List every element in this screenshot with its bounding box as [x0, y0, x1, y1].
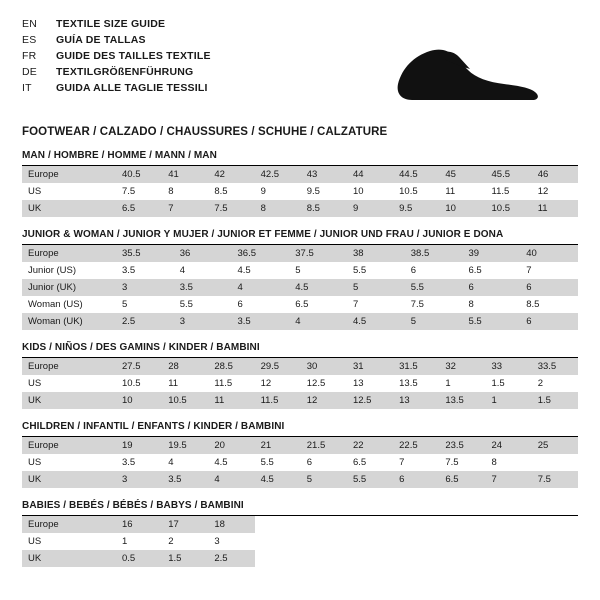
size-cell: 29.5 [255, 358, 301, 375]
size-cell: 3 [174, 313, 232, 330]
size-cell: 12 [260, 378, 272, 389]
size-cell: 3 [214, 536, 220, 547]
size-cell-empty [486, 550, 532, 567]
size-cell: 21 [255, 437, 301, 454]
language-row [22, 32, 211, 48]
size-cell-empty [347, 516, 393, 533]
size-cell: 41 [162, 166, 208, 183]
size-cell: 30 [301, 358, 347, 375]
size-cell: 18 [208, 516, 254, 533]
table-row [22, 313, 578, 330]
footwear-category-title: FOOTWEAR / CALZADO / CHAUSSURES / SCHUHE / CALZATURE [22, 126, 388, 138]
size-cell: 5.5 [260, 457, 274, 468]
size-cell: 6.5 [295, 299, 309, 310]
row-label: Europe [22, 437, 116, 454]
size-block-kids [22, 342, 578, 409]
size-cell: 4.5 [347, 313, 405, 330]
size-cell: 5.5 [463, 313, 521, 330]
size-cell: 0.5 [116, 550, 162, 567]
size-cell: 4.5 [255, 471, 301, 488]
table-row [22, 392, 578, 409]
size-cell-empty [301, 533, 347, 550]
size-cell: 44 [347, 166, 393, 183]
size-cell: 6.5 [439, 471, 485, 488]
size-cell: 10 [352, 186, 364, 197]
size-cell: 7 [162, 200, 208, 217]
row-label: UK [22, 471, 116, 488]
language-title: GUIDE DES TAILLES TEXTILE [56, 50, 211, 62]
size-cell: 11 [532, 200, 578, 217]
size-cell: 6 [410, 265, 417, 276]
language-code: IT [22, 82, 32, 94]
size-cell: 28.5 [208, 358, 254, 375]
size-cell: 10.5 [486, 200, 532, 217]
size-cell: 9.5 [393, 200, 439, 217]
size-cell: 8 [168, 186, 174, 197]
size-cell [532, 454, 578, 471]
table-row [22, 200, 578, 217]
size-cell: 1.5 [491, 378, 505, 389]
language-code: ES [22, 34, 37, 46]
size-block-man [22, 150, 578, 217]
size-cell: 8 [491, 457, 497, 468]
size-cell: 35.5 [116, 245, 174, 262]
size-cell: 7 [526, 265, 532, 276]
size-cell-empty [255, 533, 301, 550]
size-cell: 3 [116, 471, 162, 488]
table-row [22, 375, 578, 392]
language-code: DE [22, 66, 37, 78]
size-cell: 12.5 [347, 392, 393, 409]
size-cell: 28 [162, 358, 208, 375]
size-cell: 19 [116, 437, 162, 454]
size-cell: 6.5 [352, 457, 367, 468]
row-label: Europe [22, 245, 116, 262]
size-cell: 3.5 [122, 265, 136, 276]
size-cell: 5.5 [405, 279, 463, 296]
size-cell: 1.5 [532, 392, 578, 409]
row-label: Woman (UK) [22, 313, 116, 330]
table-row [22, 279, 578, 296]
table-row [22, 262, 578, 279]
table-row [22, 533, 578, 550]
size-cell: 23.5 [439, 437, 485, 454]
size-cell-empty [486, 533, 532, 550]
size-cell: 5 [122, 299, 128, 310]
table-row [22, 358, 578, 375]
size-cell: 12.5 [306, 378, 326, 389]
size-cell: 17 [162, 516, 208, 533]
size-cell: 46 [532, 166, 578, 183]
table-row [22, 550, 578, 567]
row-label: US [28, 536, 42, 547]
size-cell: 45.5 [486, 166, 532, 183]
size-cell: 11.5 [255, 392, 301, 409]
size-cell: 37.5 [289, 245, 347, 262]
size-cell: 3.5 [162, 471, 208, 488]
size-cell: 10.5 [162, 392, 208, 409]
size-cell: 44.5 [393, 166, 439, 183]
size-cell-empty [301, 516, 347, 533]
size-cell: 6 [237, 299, 243, 310]
size-cell: 7.5 [445, 457, 459, 468]
size-cell: 7.5 [532, 471, 578, 488]
size-cell: 13.5 [399, 378, 418, 389]
size-cell: 11.5 [491, 186, 510, 197]
size-cell: 5.5 [353, 265, 367, 276]
language-row [22, 64, 211, 80]
size-table [22, 516, 578, 567]
size-cell: 11 [208, 392, 254, 409]
size-cell: 8 [468, 299, 474, 310]
size-cell: 1 [122, 536, 128, 547]
size-cell: 11 [168, 378, 179, 389]
size-cell: 10.5 [399, 186, 418, 197]
size-cell: 7 [486, 471, 532, 488]
size-cell: 1.5 [162, 550, 208, 567]
table-row [22, 471, 578, 488]
row-label: Junior (UK) [22, 279, 116, 296]
language-title: GUÍA DE TALLAS [56, 34, 146, 46]
size-cell: 7 [353, 299, 359, 310]
size-cell: 6 [520, 279, 578, 296]
table-row [22, 296, 578, 313]
size-cell: 5.5 [179, 299, 193, 310]
row-label: US [28, 186, 42, 197]
table-row [22, 245, 578, 262]
size-cell: 4.5 [289, 279, 347, 296]
size-cell: 8 [255, 200, 301, 217]
size-cell: 21.5 [301, 437, 347, 454]
size-cell: 45 [439, 166, 485, 183]
size-cell: 6.5 [116, 200, 162, 217]
table-row [22, 437, 578, 454]
size-cell-empty [486, 516, 532, 533]
size-cell: 6 [306, 457, 313, 468]
size-cell-empty [393, 516, 439, 533]
size-cell-empty [393, 550, 439, 567]
size-cell: 6 [520, 313, 578, 330]
size-cell-empty [255, 516, 301, 533]
size-cell: 43 [301, 166, 347, 183]
size-cell: 3 [116, 279, 174, 296]
language-title: GUIDA ALLE TAGLIE TESSILI [56, 82, 208, 94]
size-cell: 11 [445, 186, 456, 197]
language-code: FR [22, 50, 37, 62]
size-cell: 7.5 [208, 200, 254, 217]
size-cell: 27.5 [116, 358, 162, 375]
size-cell: 7.5 [122, 186, 136, 197]
size-cell: 1 [445, 378, 451, 389]
size-cell: 31.5 [393, 358, 439, 375]
size-cell-empty [347, 550, 393, 567]
size-cell-empty [393, 533, 439, 550]
language-row [22, 48, 211, 64]
size-cell: 11.5 [214, 378, 233, 389]
row-label: Woman (US) [28, 299, 83, 310]
size-block-children [22, 421, 578, 488]
size-cell: 2.5 [208, 550, 254, 567]
block-title: JUNIOR & WOMAN / JUNIOR Y MUJER / JUNIOR ET FEMME / JUNIOR UND FRAU / JUNIOR E DONA [22, 229, 578, 245]
size-cell: 19.5 [162, 437, 208, 454]
size-cell: 12 [301, 392, 347, 409]
table-row [22, 183, 578, 200]
size-cell: 8.5 [301, 200, 347, 217]
size-cell-empty [532, 550, 578, 567]
size-cell: 9 [260, 186, 266, 197]
size-cell: 4.5 [214, 457, 228, 468]
size-cell: 10.5 [122, 378, 141, 389]
size-cell: 13 [352, 378, 364, 389]
size-cell: 4 [179, 265, 186, 276]
size-cell: 3.5 [232, 313, 290, 330]
row-label: Europe [22, 358, 116, 375]
size-cell: 40.5 [116, 166, 162, 183]
size-cell: 9 [347, 200, 393, 217]
size-cell: 6 [463, 279, 521, 296]
size-cell: 31 [347, 358, 393, 375]
size-cell: 2 [168, 536, 174, 547]
size-cell-empty [532, 533, 578, 550]
size-cell: 4 [168, 457, 174, 468]
row-label: UK [22, 550, 116, 567]
size-cell: 4.5 [237, 265, 251, 276]
size-cell: 4 [232, 279, 290, 296]
size-cell-empty [439, 533, 485, 550]
size-cell-empty [301, 550, 347, 567]
size-cell: 22 [347, 437, 393, 454]
size-cell: 1 [486, 392, 532, 409]
block-title: MAN / HOMBRE / HOMME / MANN / MAN [22, 150, 578, 166]
size-cell: 12 [537, 186, 549, 197]
size-cell: 32 [439, 358, 485, 375]
size-cell: 4 [208, 471, 254, 488]
size-cell: 6.5 [468, 265, 482, 276]
size-cell: 10 [439, 200, 485, 217]
size-cell: 8.5 [526, 299, 540, 310]
size-cell: 36 [174, 245, 232, 262]
size-table [22, 166, 578, 217]
size-cell: 25 [532, 437, 578, 454]
row-label: Junior (US) [28, 265, 77, 276]
size-cell: 24 [486, 437, 532, 454]
size-cell: 8.5 [214, 186, 228, 197]
size-cell-empty [347, 533, 393, 550]
size-cell: 42.5 [255, 166, 301, 183]
dress-shoe-silhouette-icon [378, 38, 548, 108]
size-cell: 13.5 [439, 392, 485, 409]
size-cell: 2 [537, 378, 543, 389]
size-cell: 3.5 [122, 457, 136, 468]
row-label: UK [22, 392, 116, 409]
size-block-junior-woman [22, 229, 578, 330]
size-cell: 9.5 [306, 186, 320, 197]
size-block-babies [22, 500, 578, 567]
table-row [22, 166, 578, 183]
size-cell: 20 [208, 437, 254, 454]
size-cell: 2.5 [116, 313, 174, 330]
size-cell: 40 [520, 245, 578, 262]
block-title: BABIES / BEBÉS / BÉBÉS / BABYS / BAMBINI [22, 500, 578, 516]
size-cell-empty [439, 550, 485, 567]
size-cell: 5 [301, 471, 347, 488]
language-code: EN [22, 18, 37, 30]
size-cell: 36.5 [232, 245, 290, 262]
size-table [22, 437, 578, 488]
size-cell: 10 [116, 392, 162, 409]
size-cell: 16 [116, 516, 162, 533]
size-cell: 7 [399, 457, 405, 468]
table-row [22, 516, 578, 533]
size-cell-empty [255, 550, 301, 567]
language-row [22, 16, 211, 32]
size-cell: 33 [486, 358, 532, 375]
size-cell: 5 [295, 265, 301, 276]
size-cell: 38 [347, 245, 405, 262]
row-label: US [28, 378, 42, 389]
size-cell: 5 [347, 279, 405, 296]
table-row [22, 454, 578, 471]
language-title: TEXTILE SIZE GUIDE [56, 18, 166, 30]
size-cell: 38.5 [405, 245, 463, 262]
size-cell: 13 [393, 392, 439, 409]
size-table [22, 245, 578, 330]
language-title: TEXTILGRÖßENFÜHRUNG [56, 66, 194, 78]
size-table [22, 358, 578, 409]
size-cell: 42 [208, 166, 254, 183]
size-cell-empty [532, 516, 578, 533]
size-cell: 3.5 [174, 279, 232, 296]
row-label: Europe [22, 166, 116, 183]
block-title: KIDS / NIÑOS / DES GAMINS / KINDER / BAMBINI [22, 342, 578, 358]
size-cell: 33.5 [532, 358, 578, 375]
size-cell: 5 [405, 313, 463, 330]
size-cell: 7.5 [410, 299, 424, 310]
language-title-table [22, 16, 211, 96]
size-cell: 22.5 [393, 437, 439, 454]
size-cell: 4 [289, 313, 347, 330]
size-cell: 39 [463, 245, 521, 262]
row-label: UK [22, 200, 116, 217]
size-cell: 5.5 [347, 471, 393, 488]
language-row [22, 80, 211, 96]
size-cell-empty [439, 516, 485, 533]
header [22, 16, 578, 108]
row-label: US [28, 457, 42, 468]
row-label: Europe [22, 516, 116, 533]
block-title: CHILDREN / INFANTIL / ENFANTS / KINDER / BAMBINI [22, 421, 578, 437]
size-cell: 6 [393, 471, 439, 488]
